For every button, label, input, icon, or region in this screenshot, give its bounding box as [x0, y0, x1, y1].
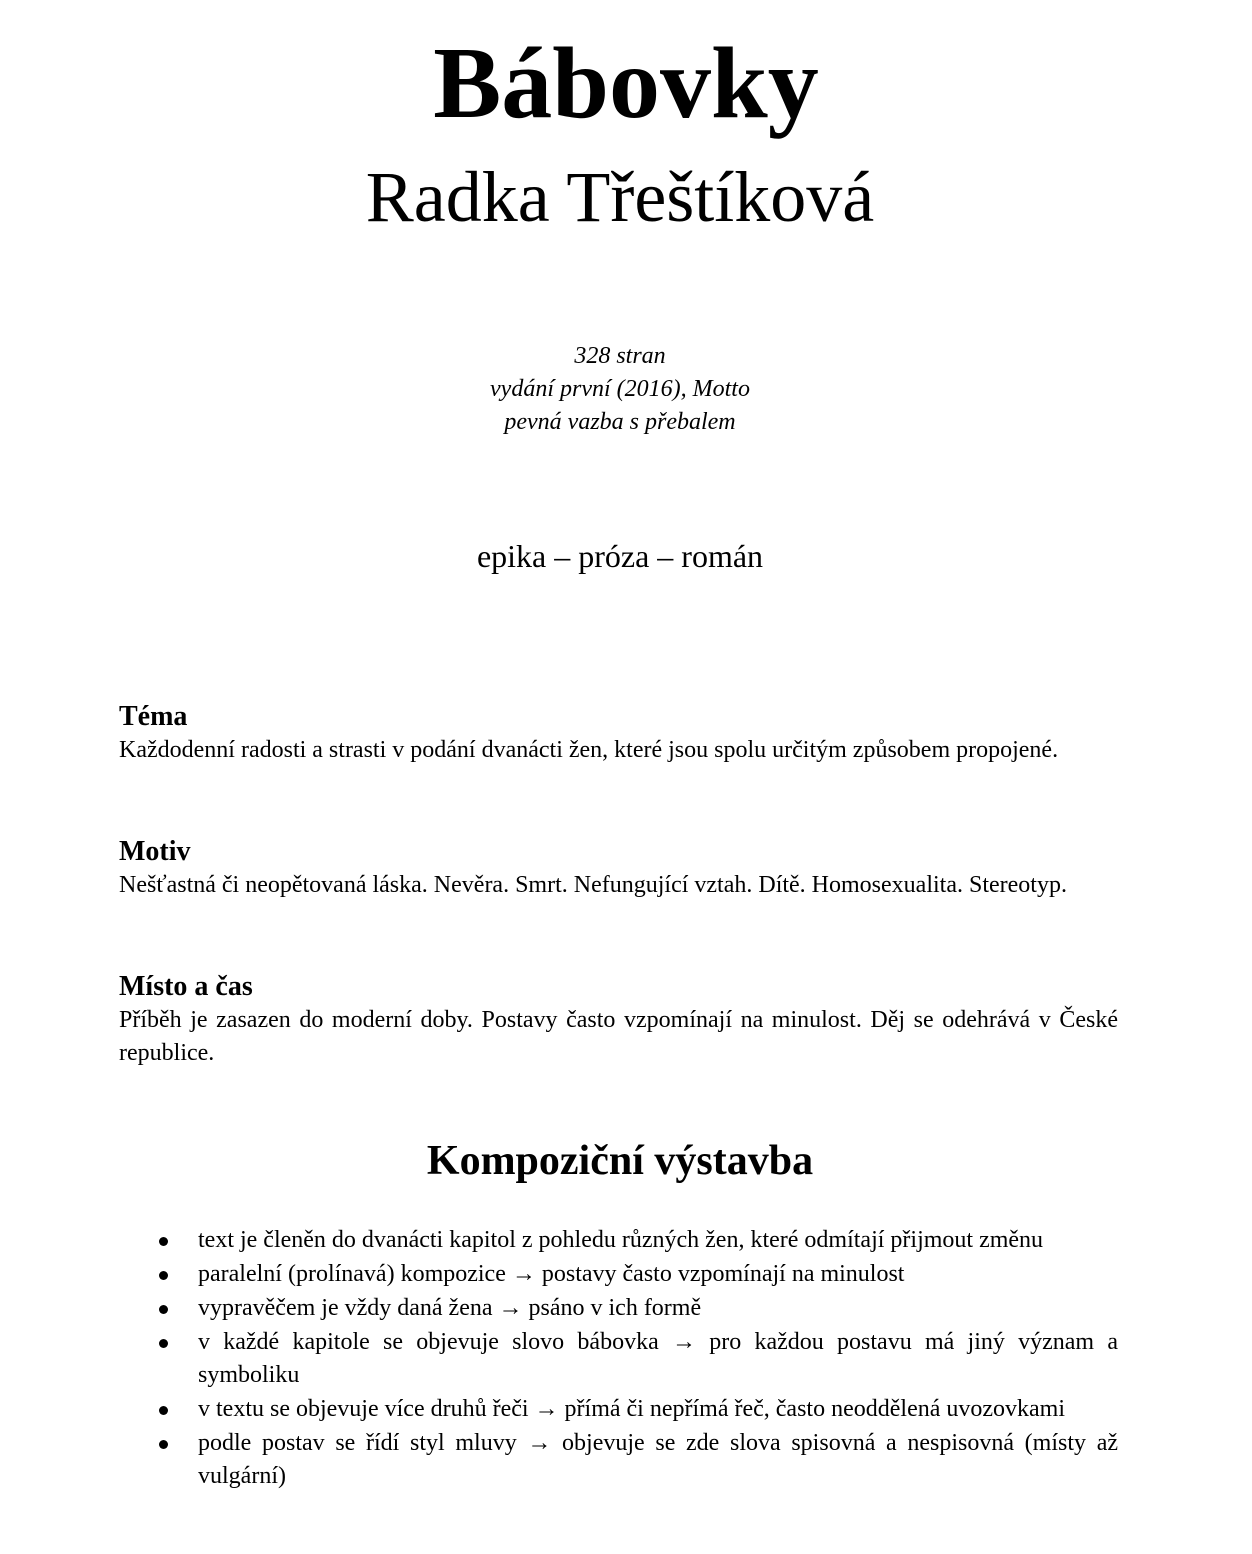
- list-item: [150, 1427, 1118, 1493]
- publication-info: [0, 340, 1240, 439]
- section-heading: Téma: [119, 701, 188, 732]
- section-misto-a-cas: [119, 970, 1118, 1070]
- bullet-icon: [159, 1440, 168, 1449]
- book-title: Bábovky: [433, 27, 819, 140]
- list-item: [150, 1258, 1118, 1291]
- section-text: Nešťastná či neopětovaná láska. Nevěra. Smrt. Nefungující vztah. Dítě. Homosexualita. Stereotyp.: [119, 872, 1067, 898]
- list-item-text: paralelní (prolínavá) kompozice → postavy často vzpomínají na minulost: [198, 1261, 905, 1287]
- list-item-text: text je členěn do dvanácti kapitol z pohledu různých žen, které odmítají přijmout změnu: [198, 1227, 1044, 1253]
- list-item: [150, 1393, 1118, 1426]
- genre-line: epika – próza – román: [476, 538, 764, 574]
- list-item: [150, 1292, 1118, 1325]
- section-heading: Motiv: [119, 836, 191, 867]
- list-item: [150, 1224, 1118, 1257]
- bullet-icon: [159, 1339, 168, 1348]
- composition-heading: Kompoziční výstavba: [426, 1138, 814, 1184]
- page-count: 328 stran: [574, 343, 666, 369]
- composition-list: [150, 1224, 1118, 1494]
- bullet-icon: [159, 1271, 168, 1280]
- bullet-icon: [159, 1305, 168, 1314]
- list-item-text: podle postav se řídí styl mluvy → objevuje se zde slova spisovná a nespisovná (místy až vulgární): [198, 1430, 1118, 1489]
- list-item: [150, 1326, 1118, 1392]
- bullet-icon: [159, 1406, 168, 1415]
- list-item-text: v každé kapitole se objevuje slovo bábovka → pro každou postavu má jiný význam a symboliku: [198, 1329, 1118, 1388]
- section-motiv: [119, 835, 1118, 902]
- section-heading: Místo a čas: [119, 971, 253, 1002]
- list-item-text: vypravěčem je vždy daná žena → psáno v ich formě: [198, 1295, 702, 1321]
- section-tema: [119, 700, 1118, 767]
- section-text: Příběh je zasazen do moderní doby. Postavy často vzpomínají na minulost. Děj se odehrává v České republice.: [119, 1007, 1118, 1066]
- section-text: Každodenní radosti a strasti v podání dvanácti žen, které jsou spolu určitým způsobem propojené.: [119, 737, 1059, 763]
- edition-info: vydání první (2016), Motto: [490, 376, 750, 402]
- bullet-icon: [159, 1237, 168, 1246]
- list-item-text: v textu se objevuje více druhů řeči → přímá či nepřímá řeč, často neoddělená uvozovkami: [198, 1396, 1066, 1422]
- binding-info: pevná vazba s přebalem: [504, 409, 736, 435]
- book-author: Radka Třeštíková: [365, 157, 875, 237]
